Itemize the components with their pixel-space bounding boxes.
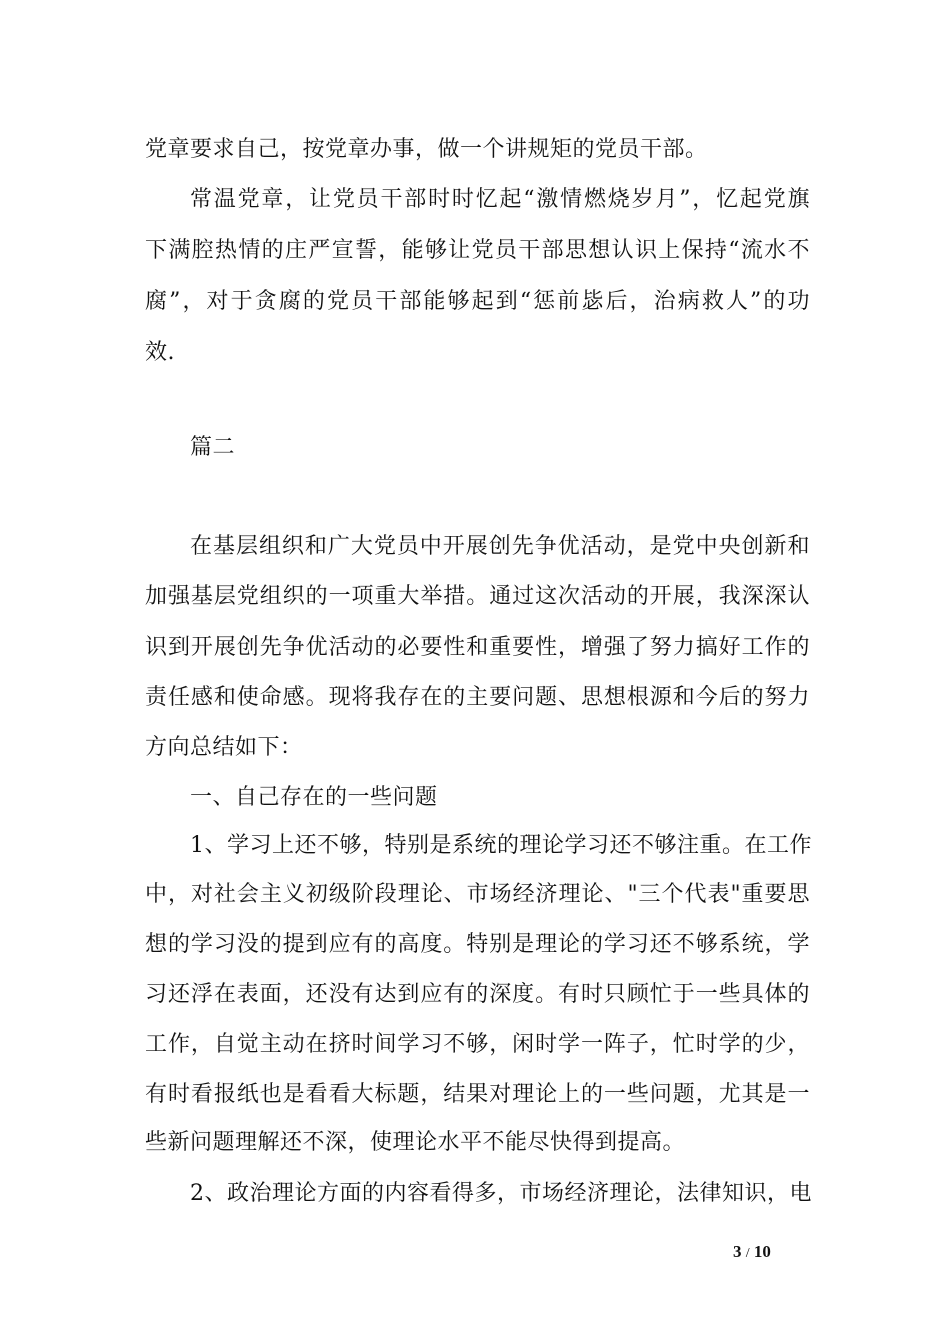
paragraph-line: 工作，自觉主动在挤时间学习不够，闲时学一阵子，忙时学的少， [145,1032,810,1057]
page-current: 3 [733,1242,742,1261]
paragraph-line: 党章要求自己，按党章办事，做一个讲规矩的党员干部。 [145,137,708,162]
paragraph-line: 效. [145,340,175,365]
paragraph-line: 加强基层党组织的一项重大举措。通过这次活动的开展，我深深认 [145,584,810,609]
subsection-heading: 一、自己存在的一些问题 [190,785,438,810]
paragraph-line: 1、学习上还不够，特别是系统的理论学习还不够注重。在工作 [190,833,812,858]
paragraph-line: 2、政治理论方面的内容看得多，市场经济理论，法律知识，电 [190,1181,812,1206]
paragraph-line: 习还浮在表面，还没有达到应有的深度。有时只顾忙于一些具体的 [145,982,810,1007]
paragraph-line: 在基层组织和广大党员中开展创先争优活动，是党中央创新和 [190,534,810,559]
paragraph-line: 腐”，对于贪腐的党员干部能够起到“惩前毖后，治病救人”的功 [145,289,810,314]
paragraph-line: 有时看报纸也是看看大标题，结果对理论上的一些问题，尤其是一 [145,1082,810,1107]
page-number [733,1242,771,1262]
paragraph-line: 中，对社会主义初级阶段理论、市场经济理论、"三个代表"重要思 [145,882,810,907]
paragraph-line: 想的学习没的提到应有的高度。特别是理论的学习还不够系统，学 [145,932,810,957]
paragraph-line: 方向总结如下： [145,735,303,760]
paragraph-line: 些新问题理解还不深，使理论水平不能尽快得到提高。 [145,1130,686,1155]
paragraph-line: 责任感和使命感。现将我存在的主要问题、思想根源和今后的努力 [145,685,810,710]
paragraph-line: 常温党章，让党员干部时时忆起“激情燃烧岁月”，忆起党旗 [190,187,810,212]
paragraph-line: 识到开展创先争优活动的必要性和重要性，增强了努力搞好工作的 [145,635,810,660]
page-separator: / [745,1246,750,1261]
paragraph-line: 下满腔热情的庄严宣誓，能够让党员干部思想认识上保持“流水不 [145,238,810,263]
page-total: 10 [753,1242,771,1261]
section-heading: 篇二 [190,435,236,460]
